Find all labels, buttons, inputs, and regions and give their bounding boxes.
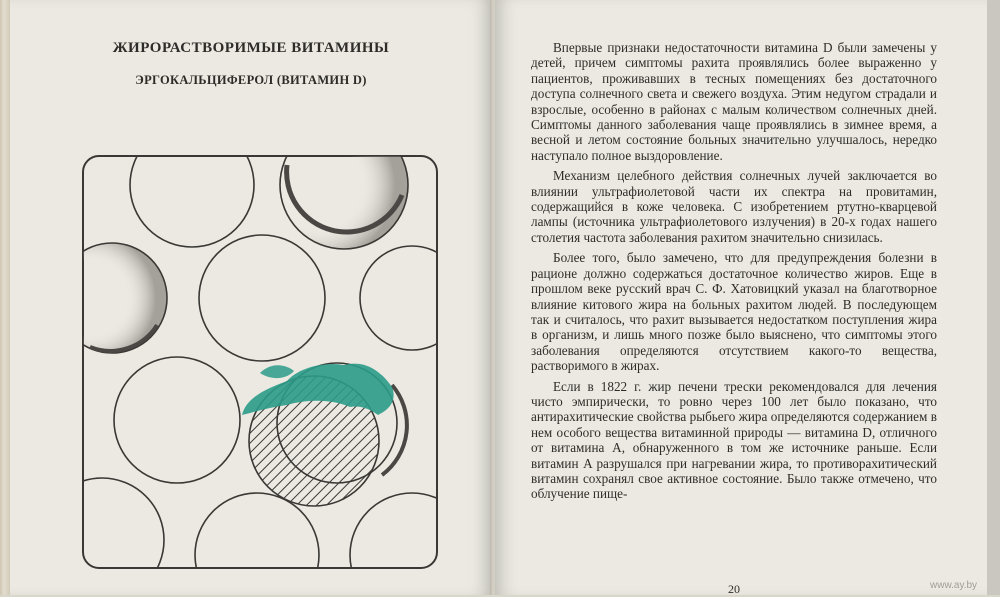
page-title: ЖИРОРАСТВОРИМЫЕ ВИТАМИНЫ [112,40,390,56]
paragraph: Впервые признаки недостаточности витамина D были замечены у детей, причем симптомы рахита проявлялись более выраженно у пациентов, проживавших в тесных помещениях без достаточного доступа солнечного света и свежего воздуха. Этим недугом страдали и взрослые, особенно в районах с малым количеством солнечных дней. Симптомы данного заболевания чаще проявлялись в зимнее время, а весной и летом состояние больных значительно улучшалось, нередко наступало полное выздоровление. [531,40,937,163]
cell-circle [199,235,325,361]
page-edge-left [0,0,10,595]
page-subtitle: ЭРГОКАЛЬЦИФЕРОЛ (ВИТАМИН D) [135,73,367,87]
cell-circle [82,478,164,575]
paragraph: Если в 1822 г. жир печени трески рекомендовался для лечения чисто эмпирически, то ровно через 100 лет было показано, что антирахитические свойства рыбьего жира определяются содержанием в нем особого вещества витаминной природы — витамина D, отличного от витамина A, обнаруженного в том же источнике раньше. Если витамин A разрушался при нагревании жира, то противорахитический витамин сохранял свое активное состояние. Было также отмечено, что облучение пище- [531,378,937,502]
page-edge-right [987,0,1000,595]
paragraph: Более того, было замечено, что для предупреждения болезни в рационе должно содержаться достаточное количество жиров. Еще в прошлом веке русский врач С. Ф. Хатовицкий указал на благотворное влияние китового жира на больных рахитом людей. В последующем так и считалось, что рахит вызывается недостатком поступления жира в организм, и лишь много позже было выяснено, что симптомы этого заболевания определяются отсутствием какого-то вещества, растворимого в жирах. [531,250,937,374]
watermark: www.ay.by [930,580,978,591]
cell-circle [280,155,408,249]
cell-circle [114,357,240,483]
paragraph: Механизм целебного действия солнечных лучей заключается во влиянии ультрафиолетовой части их спектра на провитамин, содержащийся в коже человека. С изобретением ртутно-кварцевой лампы (источника ультрафиолетового излучения) в 20-х годах нашего столетия частота заболевания рахитом значительно снизилась. [531,168,937,245]
body-text [531,40,937,507]
cell-circle [350,493,442,575]
cell-circle [130,155,254,247]
cell-circle [82,243,167,353]
teal-spot [260,365,294,378]
vitamin-d-illustration [82,155,442,575]
page-number: 20 [728,582,740,596]
cell-circle [360,246,442,350]
